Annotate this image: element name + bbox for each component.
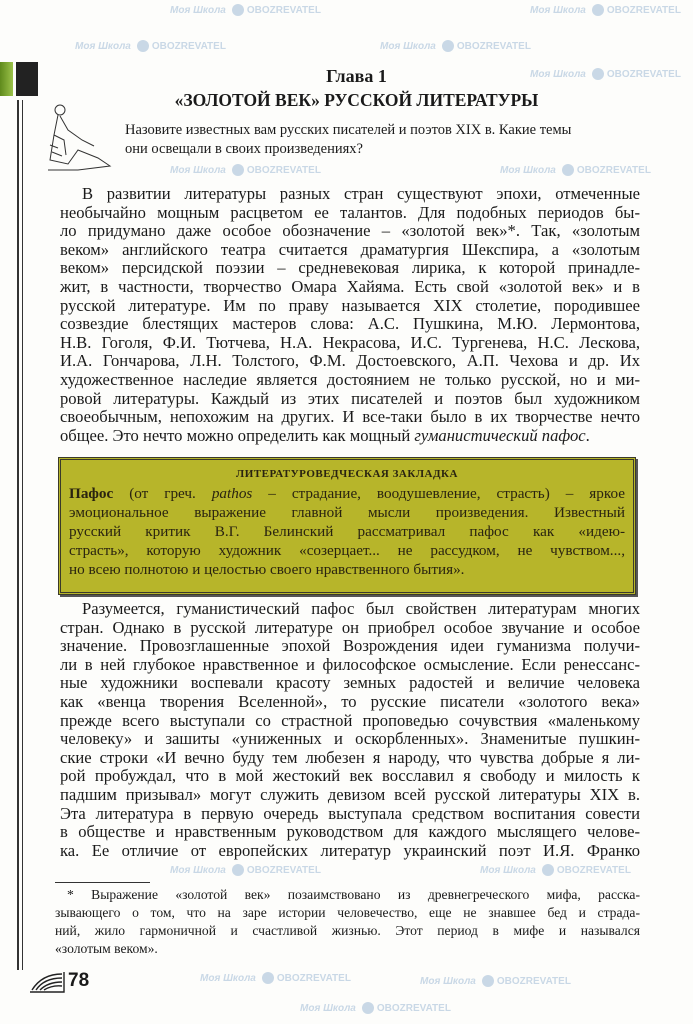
footnote xyxy=(55,886,640,958)
box-text: – страдание, воодушевление, страсть) – яркое xyxy=(252,485,625,502)
watermark xyxy=(75,40,226,54)
watermark-logo-icon xyxy=(482,975,494,987)
watermark-brand: OBOZREVATEL xyxy=(606,5,681,16)
text-line: созвездие блестящих мастеров слова: А.С. Пушкина, М.Ю. Лермонтова, xyxy=(60,314,640,334)
watermark xyxy=(420,975,571,989)
watermark-brand: OBOZREVATEL xyxy=(276,973,351,984)
watermark-logo-icon xyxy=(592,4,604,16)
chapter-question xyxy=(125,121,571,159)
text-line: ровой литературы. Каждый из этих писателей и поэтов был художником xyxy=(60,388,640,408)
text-line: Н.В. Гоголя, Ф.И. Тютчева, Н.А. Некрасова, И.С. Тургенева, Н.С. Лескова, xyxy=(60,332,640,352)
watermark xyxy=(530,68,681,82)
text-span: общее. Это нечто можно определить как мощный xyxy=(60,425,415,445)
chapter-number: Глава 1 xyxy=(326,66,387,86)
text-line: ские строки «И вечно буду тем любезен я народу, что чувства добрые я ли- xyxy=(60,747,640,767)
margin-rule xyxy=(17,100,19,970)
watermark-school: Моя Школа xyxy=(530,69,586,80)
box-line xyxy=(61,484,633,503)
text-line: стран. Однако в русской литературе он приобрел особое звучание и особое xyxy=(60,617,640,637)
watermark xyxy=(170,864,321,878)
text-line: как «венца творения Вселенной», то русские писатели «золотого века» xyxy=(60,691,640,711)
watermark-school: Моя Школа xyxy=(480,865,536,876)
text-line: художественное наследие является достоянием не только русской, но и ми- xyxy=(60,369,640,389)
text-line: Эта литература в первую очередь выступала средством воспитания совести xyxy=(60,803,640,823)
text-line: рой пробуждал, что в мой жестокий век восславил я свободу и милость к xyxy=(60,766,640,786)
text-line: человеку» и зашиты «униженных и оскорбленных». Знаменитые пушкин- xyxy=(60,729,640,749)
watermark-brand: OBOZREVATEL xyxy=(246,5,321,16)
watermark-brand: OBOZREVATEL xyxy=(151,41,226,52)
box-line: русский критик В.Г. Белинский рассматривал пафос как «идею- xyxy=(69,523,625,540)
watermark-logo-icon xyxy=(232,4,244,16)
emphasis-term: гуманистический пафос xyxy=(414,425,586,445)
watermark xyxy=(200,972,351,986)
text-line: ло придумано даже особое обозначение – «золотой век»*. Так, «золотым xyxy=(60,221,640,241)
margin-rule-inner xyxy=(22,100,23,970)
text-line: падшим призывал» могут служить девизом всей русской литературы XIX в. xyxy=(60,784,640,804)
watermark-school: Моя Школа xyxy=(530,5,586,16)
box-text: (от греч. xyxy=(113,485,212,502)
text-line: жит, в частности, творчество Омара Хайяма. Есть свой «золотой век» и в xyxy=(60,276,640,296)
text-line: прежде всего выступали со страстной проповедью сочувствия «маленькому xyxy=(60,710,640,730)
watermark-logo-icon xyxy=(592,68,604,80)
text-span: . xyxy=(585,425,590,445)
watermark-logo-icon xyxy=(232,864,244,876)
box-term: Пафос xyxy=(69,485,114,502)
watermark xyxy=(530,4,681,18)
watermark-logo-icon xyxy=(137,40,149,52)
watermark-logo-icon xyxy=(442,40,454,52)
text-line: веком» персидской поэзии – средневековая лирика, к которой принадле- xyxy=(60,258,640,278)
watermark-logo-icon xyxy=(362,1002,374,1014)
text-line: «золотым веком». xyxy=(55,941,158,956)
text-line: Разумеется, гуманистический пафос был свойствен литературам многих xyxy=(82,599,640,618)
paragraph-1 xyxy=(60,185,640,445)
watermark-brand: OBOZREVATEL xyxy=(496,976,571,987)
chapter-tab-marker xyxy=(0,62,13,96)
footnote-divider xyxy=(55,882,150,883)
box-line: но всею полнотою и целостью своего нравственного бытия». xyxy=(69,561,465,578)
watermark xyxy=(500,164,651,178)
watermark-brand: OBOZREVATEL xyxy=(246,865,321,876)
watermark-school: Моя Школа xyxy=(500,165,556,176)
question-line: Назовите известных вам русских писателей и поэтов XIX в. Какие темы xyxy=(125,122,572,138)
watermark-school: Моя Школа xyxy=(75,41,131,52)
muse-figure-icon xyxy=(38,100,118,174)
literary-bookmark-box xyxy=(58,457,636,595)
watermark-brand: OBOZREVATEL xyxy=(576,165,651,176)
text-line: ка. Ее отличие от европейских литератур украинский поэт И.Я. Франко xyxy=(60,840,640,860)
text-line: В развитии литературы разных стран существуют эпохи, отмеченные xyxy=(82,184,640,203)
text-line: * Выражение «золотой век» позаимствовано из древнегреческого мифа, расска- xyxy=(67,887,640,902)
watermark-brand: OBOZREVATEL xyxy=(456,41,531,52)
text-line: необычайно мощным расцветом ее талантов. Для подобных периодов бы- xyxy=(60,202,640,222)
text-line: ли в ней глубокое нравственное и философское осмысление. Если ренессанс- xyxy=(60,654,640,674)
text-line: веком» английского театра считается драматургия Шекспира, а «золотым xyxy=(60,239,640,259)
text-line: зывающего о том, что на заре истории человечество, еще не знавшее бед и страда- xyxy=(55,905,640,920)
text-line: значение. Провозглашенные эпохой Возрождения идеи гуманизма получи- xyxy=(60,636,640,656)
watermark-brand: OBOZREVATEL xyxy=(376,1003,451,1014)
watermark-logo-icon xyxy=(232,164,244,176)
watermark-school: Моя Школа xyxy=(200,973,256,984)
watermark-school: Моя Школа xyxy=(420,976,476,987)
watermark-logo-icon xyxy=(562,164,574,176)
box-line: страсть», которую художник «созерцает... не рассудком, не чувством..., xyxy=(69,542,625,559)
box-greek-word: pathos xyxy=(211,485,253,502)
watermark-school: Моя Школа xyxy=(170,865,226,876)
watermark xyxy=(170,164,321,178)
box-heading: ЛИТЕРАТУРОВЕДЧЕСКАЯ ЗАКЛАДКА xyxy=(236,468,458,480)
page-ornament-icon xyxy=(28,970,66,994)
paragraph-2 xyxy=(60,600,640,860)
chapter-title: «ЗОЛОТОЙ ВЕК» РУССКОЙ ЛИТЕРАТУРЫ xyxy=(174,90,539,110)
text-line: в обществе и нравственным руководством для каждого мыслящего челове- xyxy=(60,822,640,842)
text-line xyxy=(60,427,640,446)
box-line: эмоциональное выражение главной мысли произведения. Известный xyxy=(69,504,625,521)
text-line: И.А. Гончарова, Л.Н. Толстого, Ф.М. Достоевского, А.П. Чехова и др. Их xyxy=(60,351,640,371)
watermark xyxy=(300,1002,451,1016)
watermark-brand: OBOZREVATEL xyxy=(246,165,321,176)
watermark-logo-icon xyxy=(262,972,274,984)
watermark-school: Моя Школа xyxy=(170,5,226,16)
watermark-school: Моя Школа xyxy=(300,1003,356,1014)
watermark-logo-icon xyxy=(542,864,554,876)
watermark xyxy=(380,40,531,54)
text-line: ные художники воспевали красоту земных радостей и величие человека xyxy=(60,673,640,693)
watermark-brand: OBOZREVATEL xyxy=(606,69,681,80)
watermark-school: Моя Школа xyxy=(380,41,436,52)
question-line: они освещали в своих произведениях? xyxy=(125,141,363,157)
watermark-school: Моя Школа xyxy=(170,165,226,176)
watermark xyxy=(480,864,631,878)
text-line: ний, жило гармоничной и счастливой жизнью. Этот период в мифе и назывался xyxy=(55,923,640,938)
page-number: 78 xyxy=(68,970,90,991)
text-line: своеобычным, непохожим на других. И все-таки было в их творчестве нечто xyxy=(60,407,640,427)
watermark-brand: OBOZREVATEL xyxy=(556,865,631,876)
watermark xyxy=(170,4,321,18)
text-line: русской литературе. Им по праву называется XIX столетие, породившее xyxy=(60,295,640,315)
